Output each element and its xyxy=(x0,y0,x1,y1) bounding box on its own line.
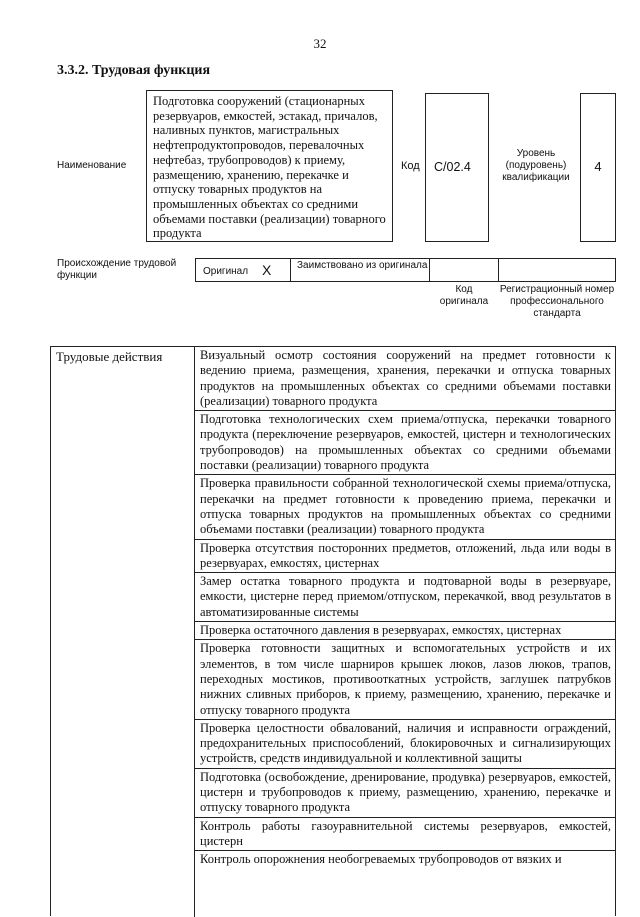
code-value: С/02.4 xyxy=(434,160,471,174)
table-row: Подготовка (освобождение, дренирование, продувка) резервуаров, емкостей, цистерн и трубопроводов к приему, размещению, хранению, перекачке и отпуску товарного продукта xyxy=(195,769,615,818)
table-row: Подготовка технологических схем приема/отпуска, перекачки товарного продукта (переключение резервуаров, емкостей, цистерн и технологических трубопроводов) на промышленных объектах со средними объемами поставки (реализации) товарного продукта xyxy=(195,411,615,475)
borrowed-label: Заимствовано из оригинала xyxy=(297,260,428,271)
code-box xyxy=(425,93,489,242)
labor-actions-list xyxy=(195,347,615,869)
table-row: Замер остатка товарного продукта и подтоварной воды в резервуаре, емкости, цистерне перед приемом/отпуском, перекачкой, ввод результатов в автоматизированные системы xyxy=(195,573,615,622)
level-value: 4 xyxy=(594,159,602,174)
function-name-box xyxy=(146,90,393,242)
table-row: Контроль опорожнения необогреваемых трубопроводов от вязких и xyxy=(200,852,562,867)
section-title: 3.3.2. Трудовая функция xyxy=(57,63,211,78)
registration-number-cell xyxy=(498,258,616,282)
name-label: Наименование xyxy=(57,160,127,171)
original-label: Оригинал xyxy=(203,266,249,277)
registration-label: Регистрационный номер профессионального стандарта xyxy=(499,284,615,319)
labor-actions-label-cell xyxy=(51,347,195,917)
origin-label: Происхождение трудовой функции xyxy=(57,258,177,281)
level-box xyxy=(580,93,616,242)
code-label: Код xyxy=(401,160,420,172)
function-name-value: Подготовка сооружений (стационарных резервуаров, емкостей, эстакад, причалов, наливных пунктов, магистральных нефтепродуктопроводов, перевалочных нефтебаз, трубопроводов) к приему, размещению, хранению, перекачке и отпуску товарных продуктов на промышленных объектах со средними объемами поставки (реализации) товарного продукта xyxy=(153,94,386,241)
table-row: Проверка правильности собранной технологической схемы приема/отпуска, перекачки на предмет готовности к проведению приема, перекачки и отпуска товарных продуктов на промышленных объектах со средними объемами поставки (реализации) товарного продукта xyxy=(195,475,615,539)
table-row: Контроль работы газоуравнительной системы резервуаров, емкостей, цистерн xyxy=(195,818,615,852)
level-label: Уровень (подуровень) квалификации xyxy=(502,148,570,183)
table-row: Проверка остаточного давления в резервуарах, емкостях, цистернах xyxy=(195,622,615,640)
original-code-cell xyxy=(429,258,499,282)
table-row: Проверка целостности обвалований, наличия и исправности ограждений, предохранительных приспособлений, блокировочных и сигнализирующих устройств, средств индивидуальной и коллективной защиты xyxy=(195,720,615,769)
table-row: Проверка отсутствия посторонних предметов, отложений, льда или воды в резервуарах, емкостях, цистернах xyxy=(195,540,615,574)
labor-actions-label: Трудовые действия xyxy=(56,349,163,364)
borrowed-cell xyxy=(290,258,430,282)
table-row: Проверка готовности защитных и вспомогательных устройств и их элементов, в том числе шарниров крышек люков, лазов люков, трапов, переходных мостиков, противооткатных устройств, заглушек патрубков нижних сливных приборов, к приему, размещению, хранению, перекачке и отпуску товарного продукта xyxy=(195,640,615,719)
original-mark: X xyxy=(262,262,272,278)
labor-actions-table xyxy=(50,346,616,916)
original-cell xyxy=(195,258,291,282)
page-number: 32 xyxy=(313,36,327,51)
table-row: Визуальный осмотр состояния сооружений на предмет готовности к ведению приема, размещения, хранения, перекачки и отпуска товарных продуктов на промышленных объектах со средними объемами поставки (реализации) товарного продукта xyxy=(195,347,615,411)
original-code-label: Код оригинала xyxy=(439,284,489,307)
